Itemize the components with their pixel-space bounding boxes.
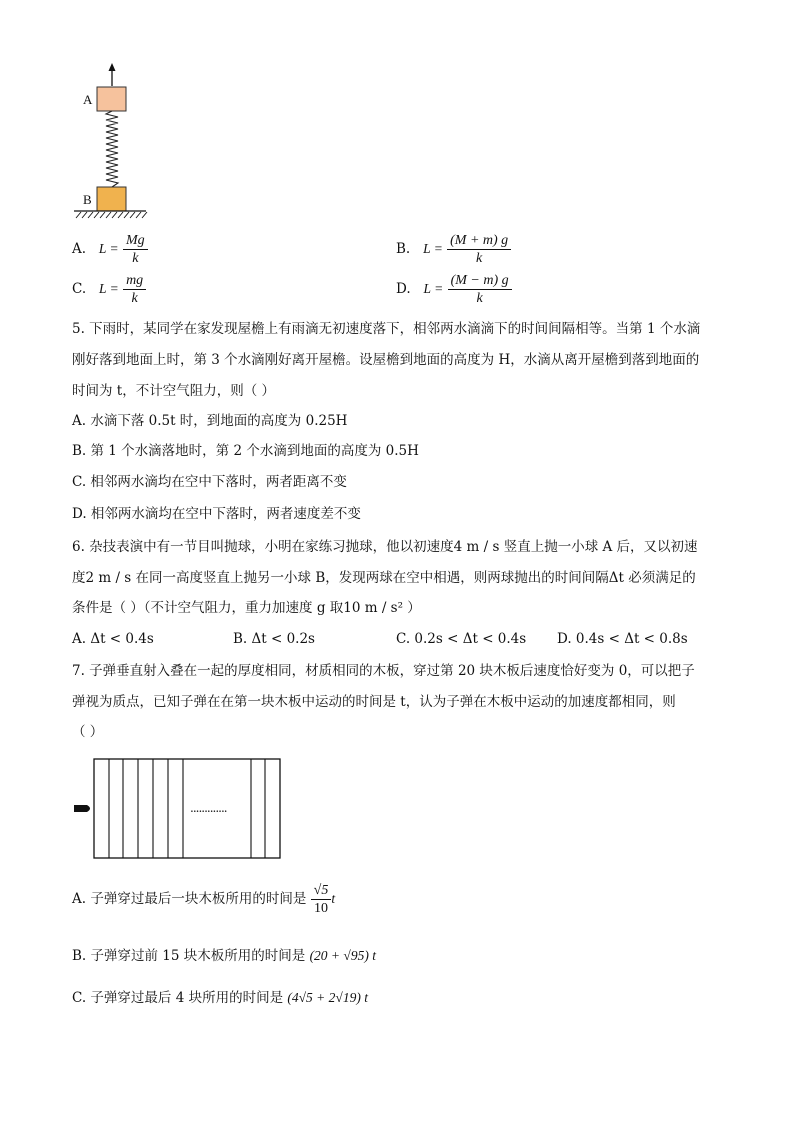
q6-option-d: D. 0.4s < Δt < 0.8s xyxy=(557,631,688,647)
q4-option-d: D. L = $\frac{(M - m) g}{k}$ xyxy=(396,272,512,307)
block-a-label: A xyxy=(83,92,93,107)
q5-option-c: C. 相邻两水滴均在空中下落时，两者距离不变 xyxy=(72,474,347,490)
q7-stem-line-3: （ ） xyxy=(72,724,104,740)
q4-option-a: A. L = $\frac{Mg}{k}$ xyxy=(72,232,148,267)
q5-stem-line-1: 5. 下雨时，某同学在家发现屋檐上有雨滴无初速度落下，相邻两水滴滴下的时间间隔相等。当第 1 个水滴 xyxy=(72,321,701,337)
boards-figure xyxy=(70,755,285,863)
q7-stem-line-2: 弹视为质点，已知子弹在在第一块木板中运动的时间是 t，认为子弹在木板中运动的加速度都相同，则 xyxy=(72,694,676,710)
spring-figure xyxy=(60,60,170,225)
q5-stem-line-3: 时间为 t，不计空气阻力，则（ ） xyxy=(72,383,276,399)
q6-stem-line-2: 度2 m / s 在同一高度竖直上抛另一小球 B，发现两球在空中相遇，则两球抛出的时间间隔Δt 必须满足的 xyxy=(72,570,696,586)
q5-option-a: A. 水滴下落 0.5t 时，到地面的高度为 0.25H xyxy=(72,413,348,429)
boards-ellipsis: ............. xyxy=(190,801,227,815)
q7-option-a: A. 子弹穿过最后一块木板所用的时间是 $\frac{√5}{10}$ t xyxy=(72,883,336,916)
q5-option-b: B. 第 1 个水滴落地时，第 2 个水滴到地面的高度为 0.5H xyxy=(72,443,419,459)
q6-stem-line-3: 条件是（ ）（不计空气阻力，重力加速度 g 取10 m / s² ） xyxy=(72,600,421,616)
q5-option-d: D. 相邻两水滴均在空中下落时，两者速度差不变 xyxy=(72,506,361,522)
q7-option-b: B. 子弹穿过前 15 块木板所用的时间是 (20 + √95) t xyxy=(72,948,376,964)
q5-stem-line-2: 刚好落到地面上时，第 3 个水滴刚好离开屋檐。设屋檐到地面的高度为 H，水滴从离开屋檐到落到地面的 xyxy=(72,352,700,368)
block-b-label: B xyxy=(83,192,92,207)
q6-option-a: A. Δt < 0.4s xyxy=(72,631,154,647)
q7-stem-line-1: 7. 子弹垂直射入叠在一起的厚度相同，材质相同的木板，穿过第 20 块木板后速度恰好变为 0，可以把子 xyxy=(72,663,695,679)
q6-option-c: C. 0.2s < Δt < 0.4s xyxy=(396,631,527,647)
q4-option-c: C. L = $\frac{mg}{k}$ xyxy=(72,272,146,307)
q6-stem-line-1: 6. 杂技表演中有一节目叫抛球，小明在家练习抛球，他以初速度4 m / s 竖直上抛一小球 A 后，又以初速 xyxy=(72,539,698,555)
q7-option-c: C. 子弹穿过最后 4 块所用的时间是 (4√5 + 2√19) t xyxy=(72,990,368,1006)
q6-option-b: B. Δt < 0.2s xyxy=(233,631,315,647)
q4-option-b: B. L = $\frac{(M + m) g}{k}$ xyxy=(396,232,511,267)
